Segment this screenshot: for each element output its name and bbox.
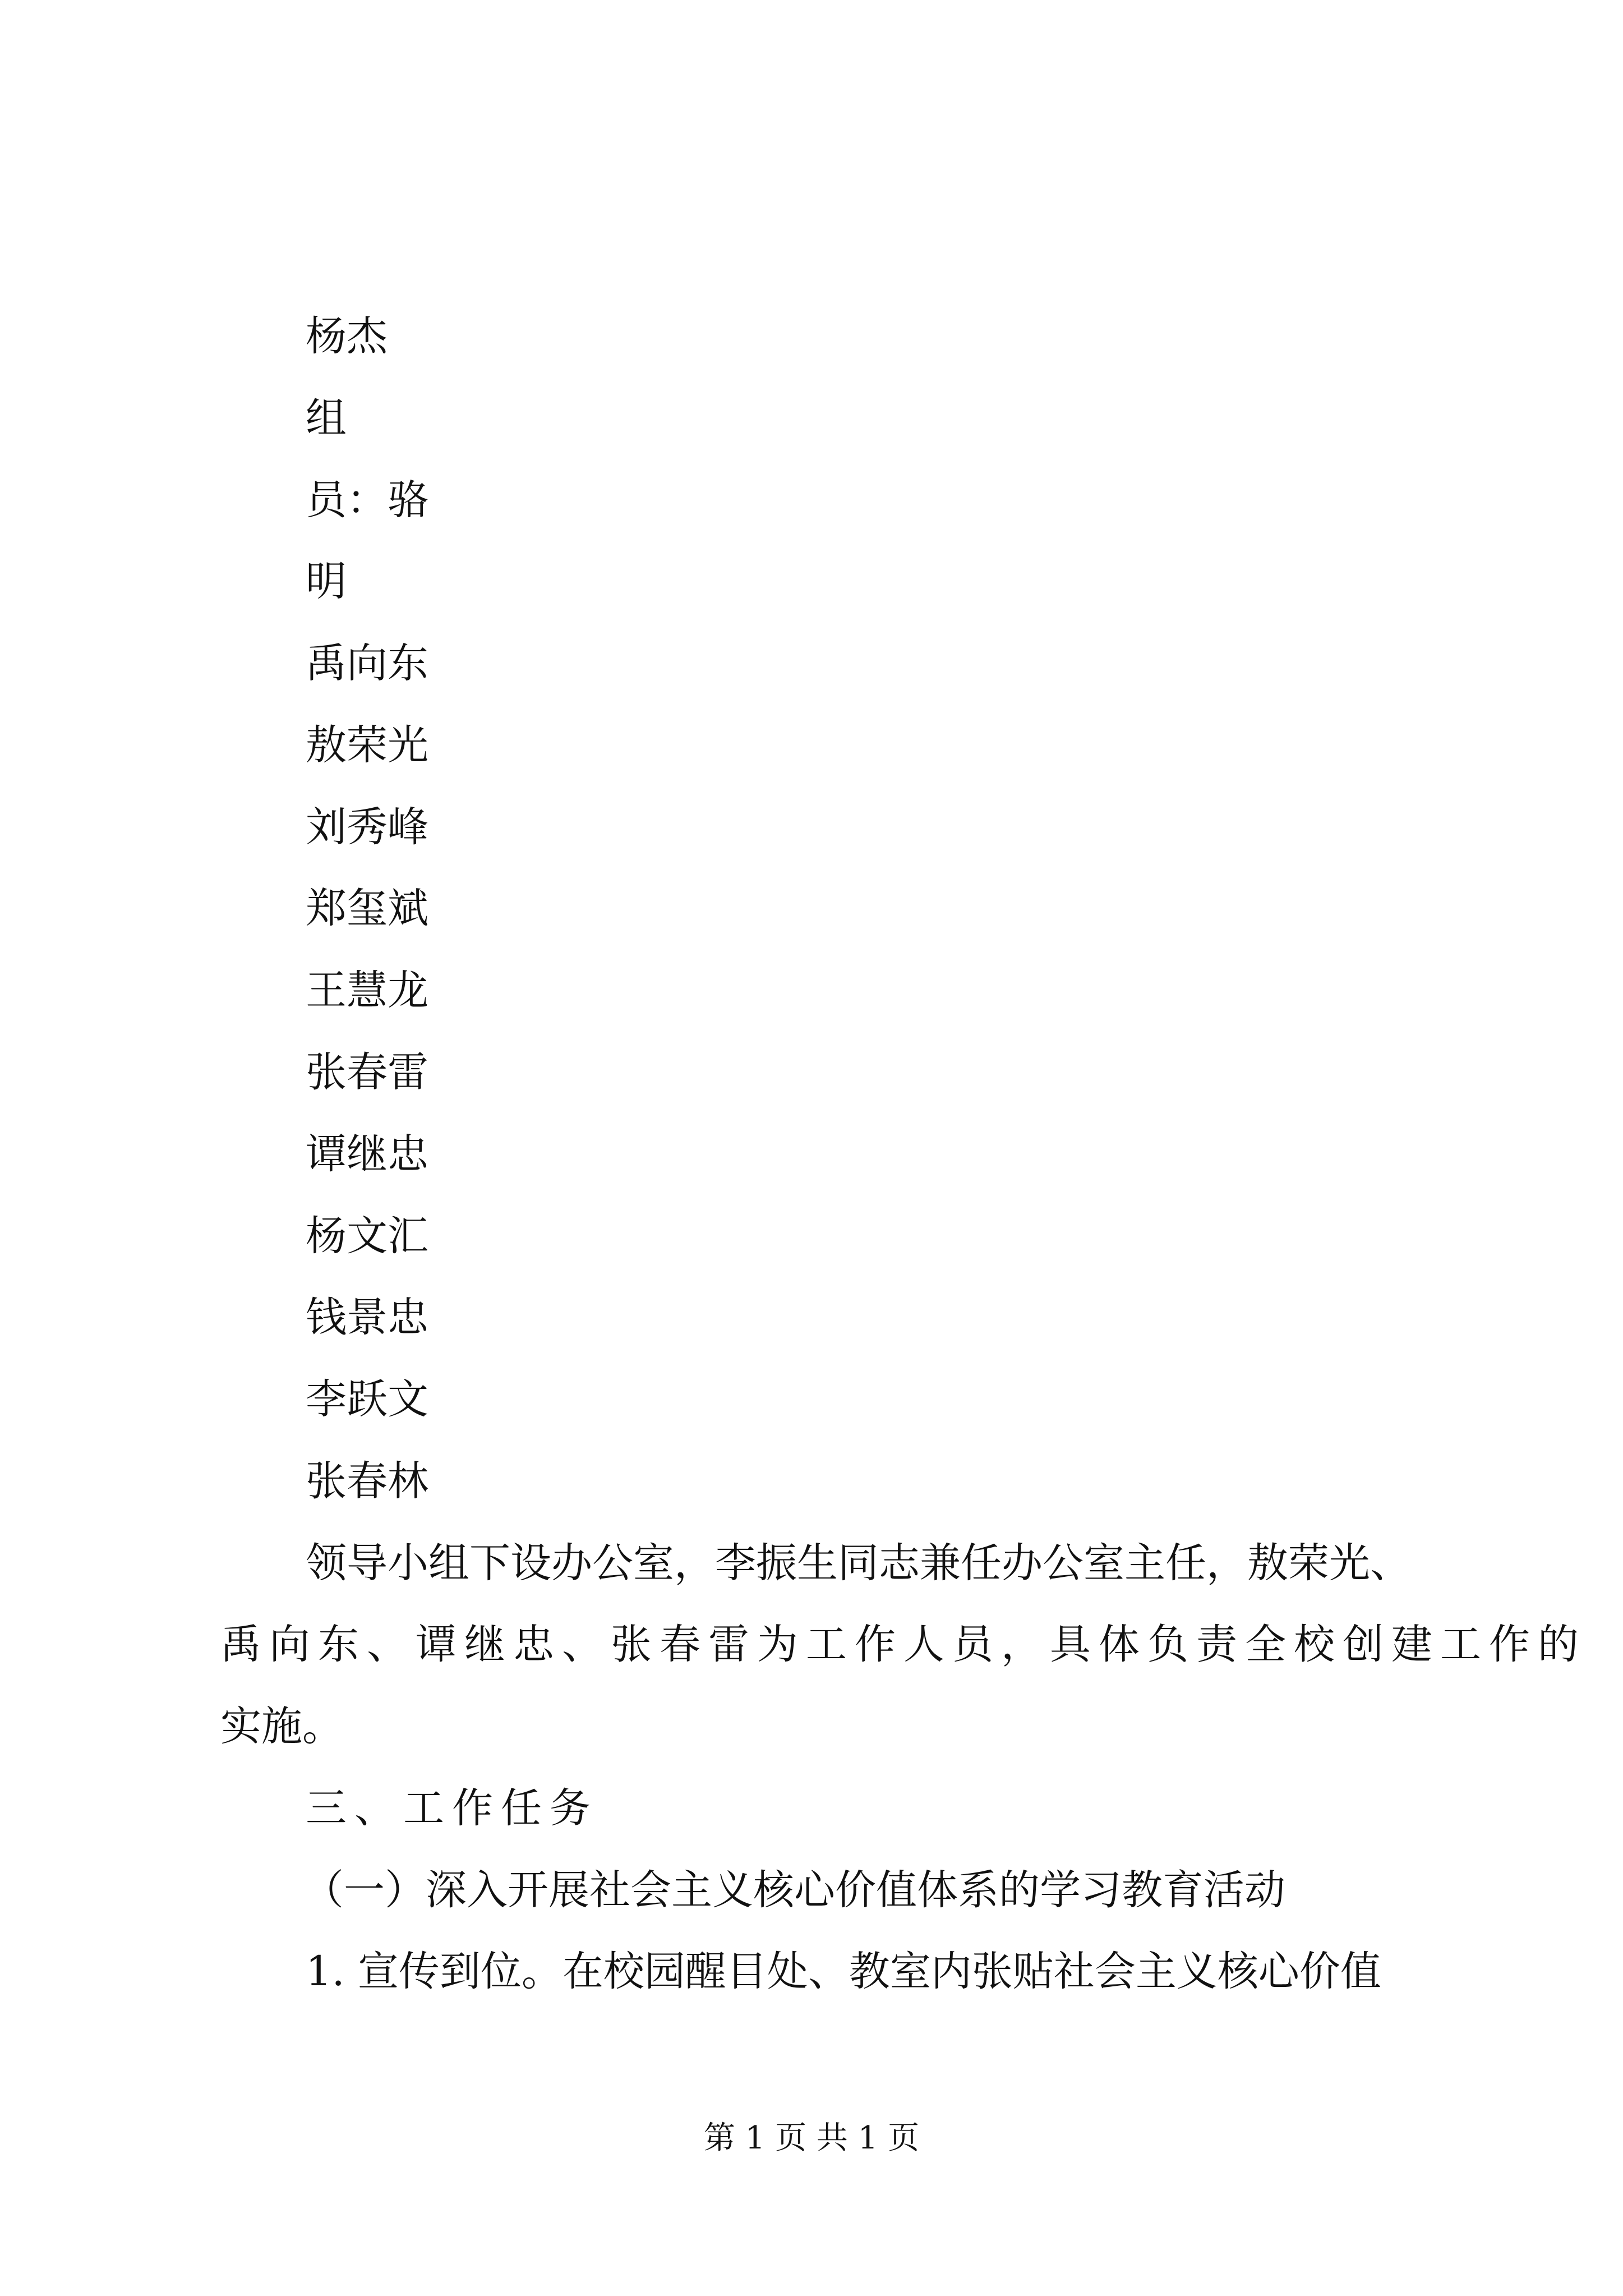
member-line: 钱景忠 bbox=[306, 1294, 428, 1341]
list-item: 1. 宣传到位。在校园醒目处、教室内张贴社会主义核心价值 bbox=[306, 1948, 1381, 1995]
member-line: 李跃文 bbox=[306, 1375, 428, 1423]
member-line: 杨文汇 bbox=[306, 1212, 428, 1260]
member-line: 张春林 bbox=[306, 1457, 428, 1505]
member-line: 刘秀峰 bbox=[306, 803, 428, 851]
section-heading: 三、工作任务 bbox=[306, 1784, 598, 1832]
member-line: 张春雷 bbox=[306, 1048, 428, 1096]
member-line: 组 bbox=[306, 394, 347, 442]
member-line: 敖荣光 bbox=[306, 721, 428, 769]
member-line: 谭继忠 bbox=[306, 1130, 428, 1178]
paragraph-line: 领导小组下设办公室，李振生同志兼任办公室主任，敖荣光、 bbox=[306, 1539, 1411, 1587]
member-line: 员：骆 bbox=[306, 476, 428, 524]
member-line: 禹向东 bbox=[306, 639, 428, 687]
paragraph-line: 实施。 bbox=[220, 1703, 343, 1750]
member-line: 王慧龙 bbox=[306, 967, 428, 1014]
paragraph-line: 禹向东、谭继忠、张春雷为工作人员，具体负责全校创建工作的 bbox=[220, 1621, 1587, 1668]
member-line: 杨杰 bbox=[306, 312, 388, 360]
page-footer: 第 1 页 共 1 页 bbox=[703, 2120, 920, 2156]
member-line: 明 bbox=[306, 558, 347, 605]
member-line: 郑玺斌 bbox=[306, 885, 428, 932]
subsection-heading: （一）深入开展社会主义核心价值体系的学习教育活动 bbox=[303, 1866, 1285, 1914]
